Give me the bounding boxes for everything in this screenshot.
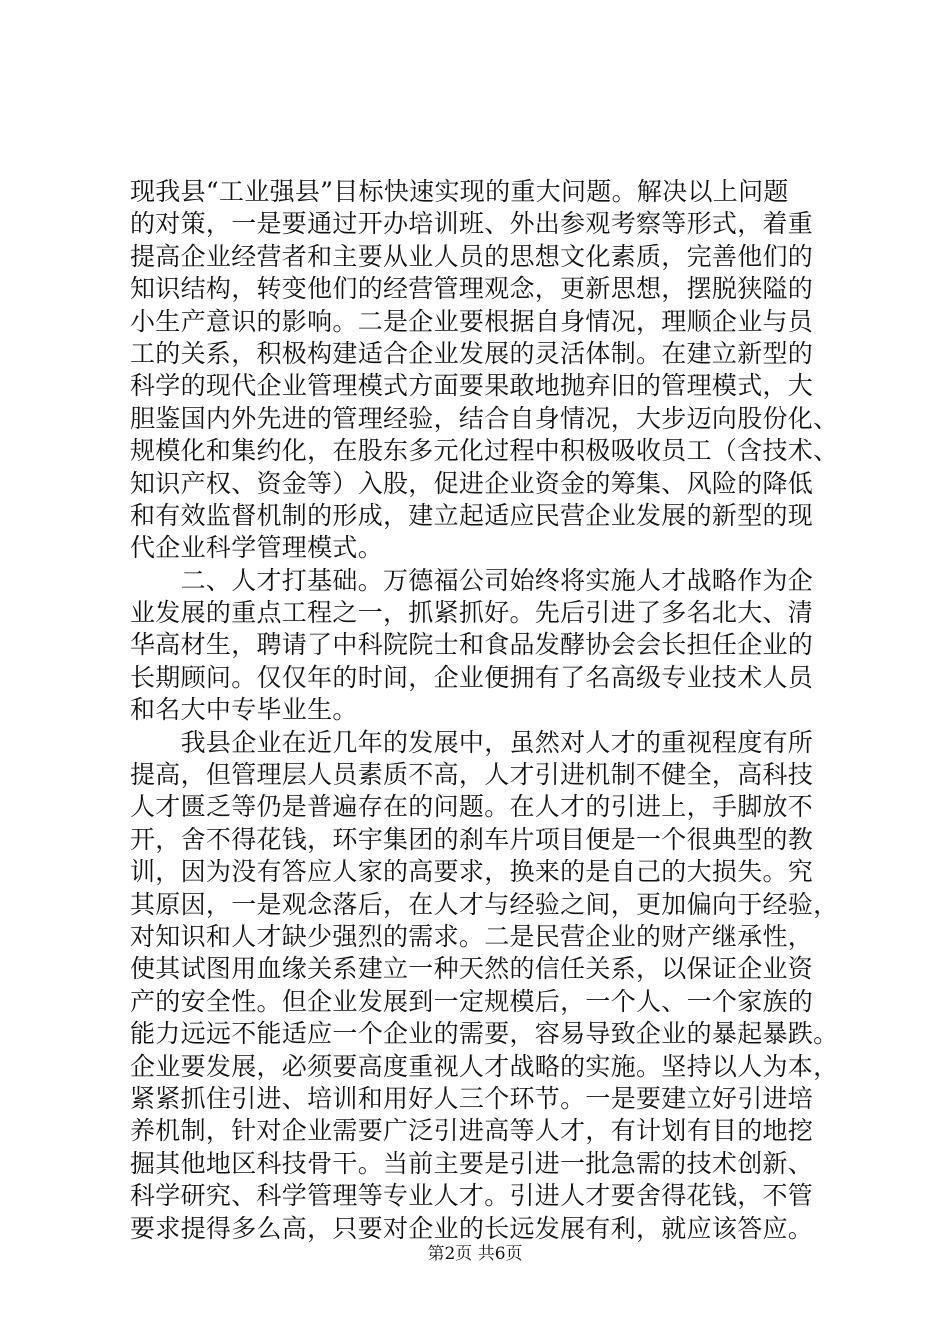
text-line: 产的安全性。但企业发展到一定规模后，一个人、一个家族的 <box>130 986 814 1016</box>
text-line: 现我县“工业强县”目标快速实现的重大问题。解决以上问题 <box>130 177 789 206</box>
text-line: 二、人才打基础。万德福公司始终将实施人才战略作为企 <box>130 565 814 595</box>
text-line: 和名大中专毕业生。 <box>130 695 358 725</box>
text-line: 胆鉴国内外先进的管理经验，结合自身情况，大步迈向股份化、 <box>130 403 839 433</box>
text-line: 企业要发展，必须要高度重视人才战略的实施。坚持以人为本， <box>130 1051 839 1081</box>
text-line: 提高企业经营者和主要从业人员的思想文化素质，完善他们的 <box>130 241 814 271</box>
text-line: 能力远远不能适应一个企业的需要，容易导致企业的暴起暴跌。 <box>130 1019 839 1049</box>
text-line: 华高材生，聘请了中科院院士和食品发酵协会会长担任企业的 <box>130 630 814 660</box>
text-line: 知识产权、资金等）入股，促进企业资金的筹集、风险的降低 <box>130 468 814 498</box>
text-line: 规模化和集约化，在股东多元化过程中积极吸收员工（含技术、 <box>130 436 839 466</box>
text-line: 长期顾问。仅仅年的时间，企业便拥有了名高级专业技术人员 <box>130 662 814 692</box>
text-line: 科学的现代企业管理模式方面要果敢地抛弃旧的管理模式，大 <box>130 371 814 401</box>
text-line: 和有效监督机制的形成，建立起适应民营企业发展的新型的现 <box>130 500 814 530</box>
document-body <box>130 176 839 1245</box>
text-line: 养机制，针对企业需要广泛引进高等人才，有计划有目的地挖 <box>130 1116 814 1146</box>
page-number-footer: 第2页 共6页 <box>427 1244 523 1264</box>
text-line: 要求提得多么高，只要对企业的长远发展有利，就应该答应。 <box>130 1213 814 1243</box>
text-line: 训，因为没有答应人家的高要求，换来的是自己的大损失。究 <box>130 857 814 887</box>
text-line: 掘其他地区科技骨干。当前主要是引进一批急需的技术创新、 <box>130 1148 814 1178</box>
text-line: 我县企业在近几年的发展中，虽然对人才的重视程度有所 <box>130 727 814 757</box>
text-line: 小生产意识的影响。二是企业要根据自身情况，理顺企业与员 <box>130 306 814 336</box>
text-line: 开，舍不得花钱，环宇集团的刹车片项目便是一个很典型的教 <box>130 824 814 854</box>
text-line: 对知识和人才缺少强烈的需求。二是民营企业的财产继承性， <box>130 921 814 951</box>
text-line: 人才匮乏等仍是普遍存在的问题。在人才的引进上，手脚放不 <box>130 792 814 822</box>
text-line: 工的关系，积极构建适合企业发展的灵活体制。在建立新型的 <box>130 338 814 368</box>
text-line: 紧紧抓住引进、培训和用好人三个环节。一是要建立好引进培 <box>130 1083 814 1113</box>
text-line: 业发展的重点工程之一，抓紧抓好。先后引进了多名北大、清 <box>130 598 814 628</box>
text-line: 知识结构，转变他们的经营管理观念，更新思想，摆脱狭隘的 <box>130 274 814 304</box>
text-line: 科学研究、科学管理等专业人才。引进人才要舍得花钱，不管 <box>130 1181 814 1211</box>
text-line: 使其试图用血缘关系建立一种天然的信任关系，以保证企业资 <box>130 954 814 984</box>
text-line: 其原因，一是观念落后，在人才与经验之间，更加偏向于经验， <box>130 889 839 919</box>
text-line: 代企业科学管理模式。 <box>130 533 384 563</box>
text-line: 提高，但管理层人员素质不高，人才引进机制不健全，高科技 <box>130 760 814 790</box>
text-line: 的对策，一是要通过开办培训班、外出参观考察等形式，着重 <box>130 209 814 239</box>
